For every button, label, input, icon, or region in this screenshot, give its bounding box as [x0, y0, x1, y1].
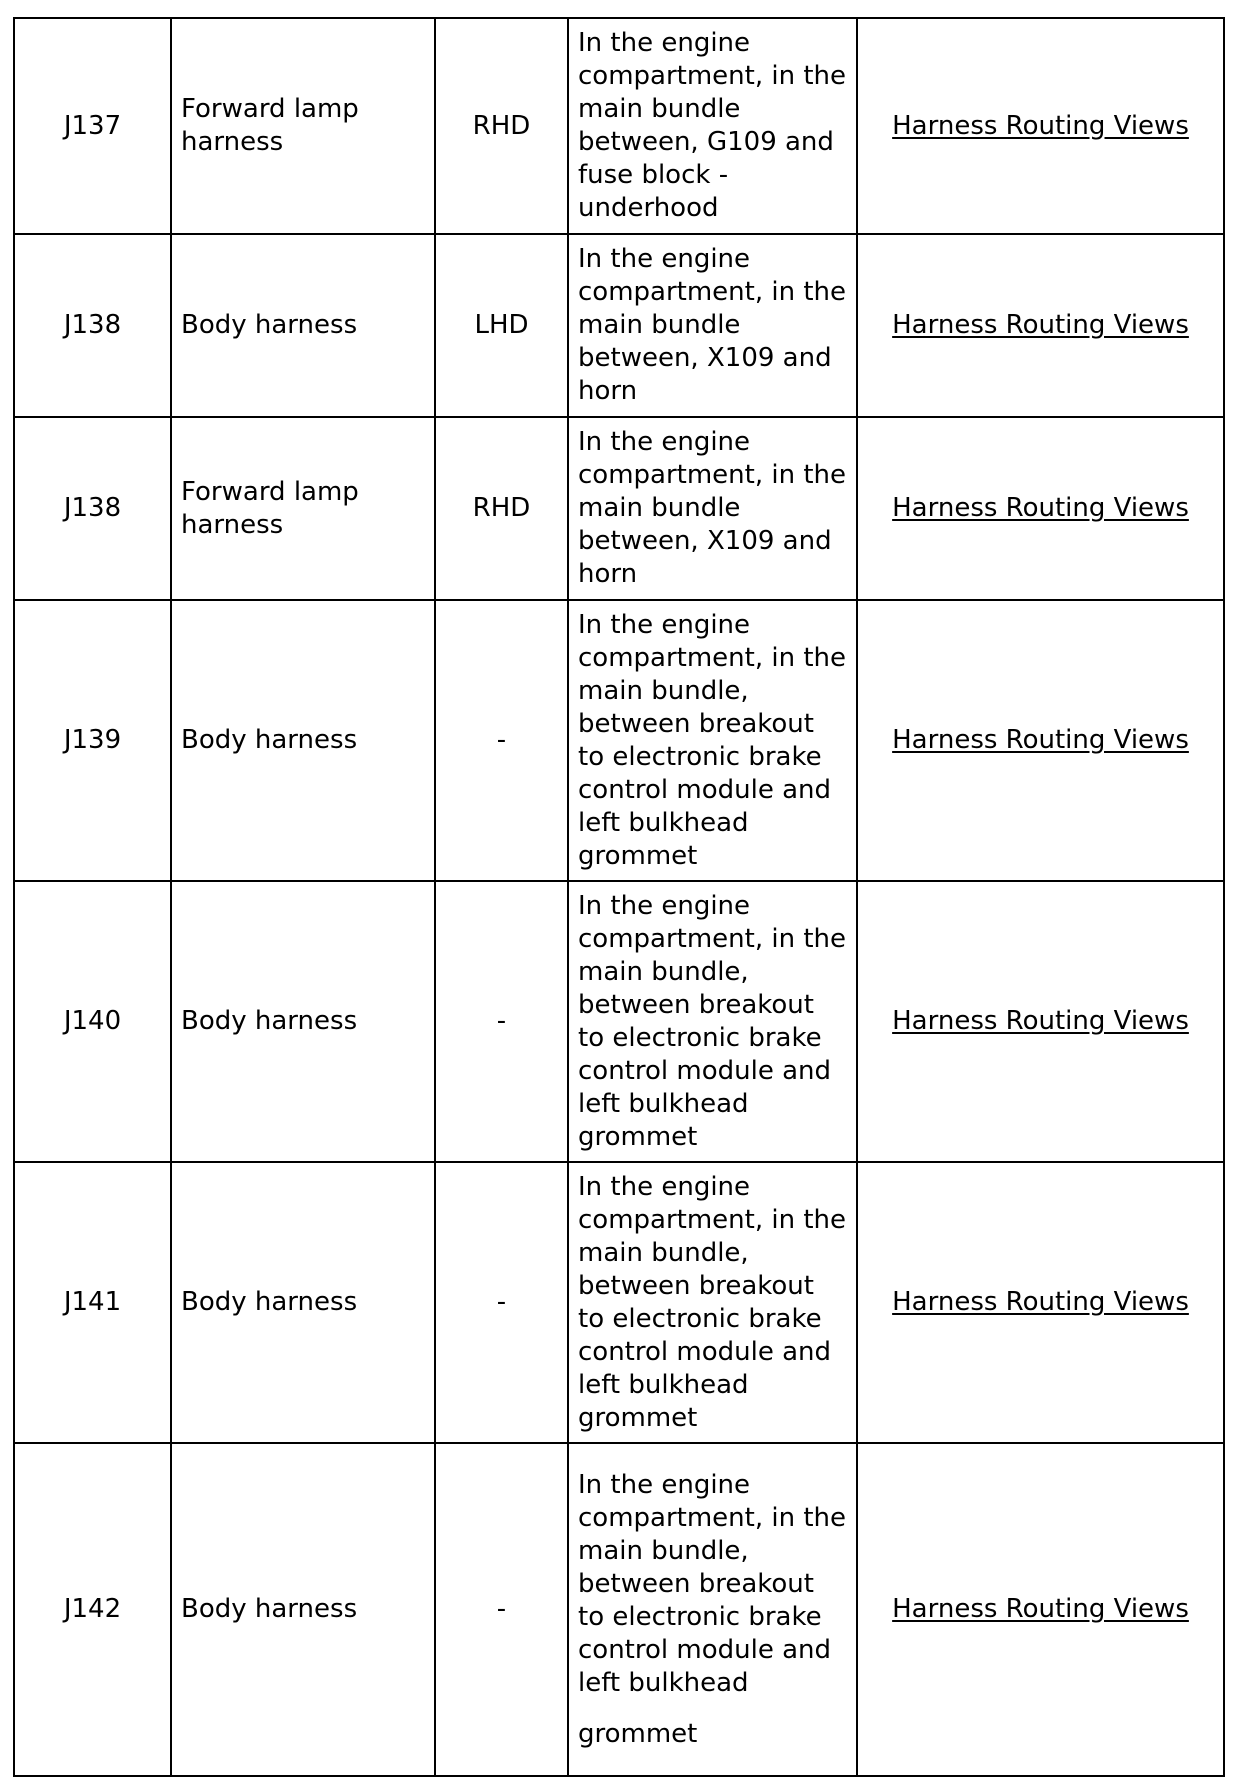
harness-routing-views-link[interactable]: Harness Routing Views [892, 1287, 1189, 1317]
harness-name: Body harness [171, 1443, 435, 1776]
option-code: - [435, 881, 568, 1162]
splice-id: J140 [14, 881, 171, 1162]
table-row [14, 234, 1224, 417]
option-code: RHD [435, 417, 568, 600]
location-text-tail: grommet [578, 1718, 698, 1749]
harness-routing-views-link[interactable]: Harness Routing Views [892, 110, 1189, 141]
harness-name: Forward lamp harness [171, 417, 435, 600]
location-description: In the engine compartment, in the main bundle, between breakout to electronic brake control module and left bulkhead grommet [568, 600, 857, 881]
harness-name: Body harness [171, 881, 435, 1162]
harness-routing-cell [857, 1443, 1224, 1776]
harness-routing-views-link[interactable]: Harness Routing Views [892, 310, 1189, 340]
option-code: - [435, 1162, 568, 1443]
location-description: In the engine compartment, in the main bundle between, X109 and horn [568, 417, 857, 600]
option-code: - [435, 1443, 568, 1776]
harness-routing-cell [857, 417, 1224, 600]
harness-routing-cell [857, 234, 1224, 417]
location-description: In the engine compartment, in the main bundle between, G109 and fuse block - underhood [568, 18, 857, 234]
location-description: In the engine compartment, in the main bundle, between breakout to electronic brake control module and left bulkhead grommet [568, 1162, 857, 1443]
splice-location-table [13, 17, 1225, 1777]
harness-name: Forward lamp harness [171, 18, 435, 234]
table-row [14, 18, 1224, 234]
table-row [14, 1443, 1224, 1776]
option-code: RHD [435, 18, 568, 234]
table-row [14, 600, 1224, 881]
harness-routing-views-link[interactable]: Harness Routing Views [892, 493, 1189, 523]
splice-id: J141 [14, 1162, 171, 1443]
splice-id: J138 [14, 417, 171, 600]
option-code: LHD [435, 234, 568, 417]
harness-name: Body harness [171, 600, 435, 881]
harness-routing-cell [857, 881, 1224, 1162]
splice-id: J142 [14, 1443, 171, 1776]
splice-id: J138 [14, 234, 171, 417]
table-row [14, 417, 1224, 600]
harness-routing-views-link[interactable]: Harness Routing Views [892, 1594, 1189, 1624]
table-row [14, 881, 1224, 1162]
harness-name: Body harness [171, 1162, 435, 1443]
splice-id: J137 [14, 18, 171, 234]
harness-name: Body harness [171, 234, 435, 417]
location-description [568, 1443, 857, 1776]
location-text: In the engine compartment, in the main bundle, between breakout to electronic brake control module and left bulkhead [578, 1469, 847, 1698]
table-row [14, 1162, 1224, 1443]
harness-routing-cell [857, 18, 1224, 234]
harness-routing-cell [857, 600, 1224, 881]
location-description: In the engine compartment, in the main bundle, between breakout to electronic brake control module and left bulkhead grommet [568, 881, 857, 1162]
splice-id: J139 [14, 600, 171, 881]
harness-routing-cell [857, 1162, 1224, 1443]
harness-routing-views-link[interactable]: Harness Routing Views [892, 1006, 1189, 1036]
location-description: In the engine compartment, in the main bundle between, X109 and horn [568, 234, 857, 417]
harness-routing-views-link[interactable]: Harness Routing Views [892, 725, 1189, 755]
option-code: - [435, 600, 568, 881]
